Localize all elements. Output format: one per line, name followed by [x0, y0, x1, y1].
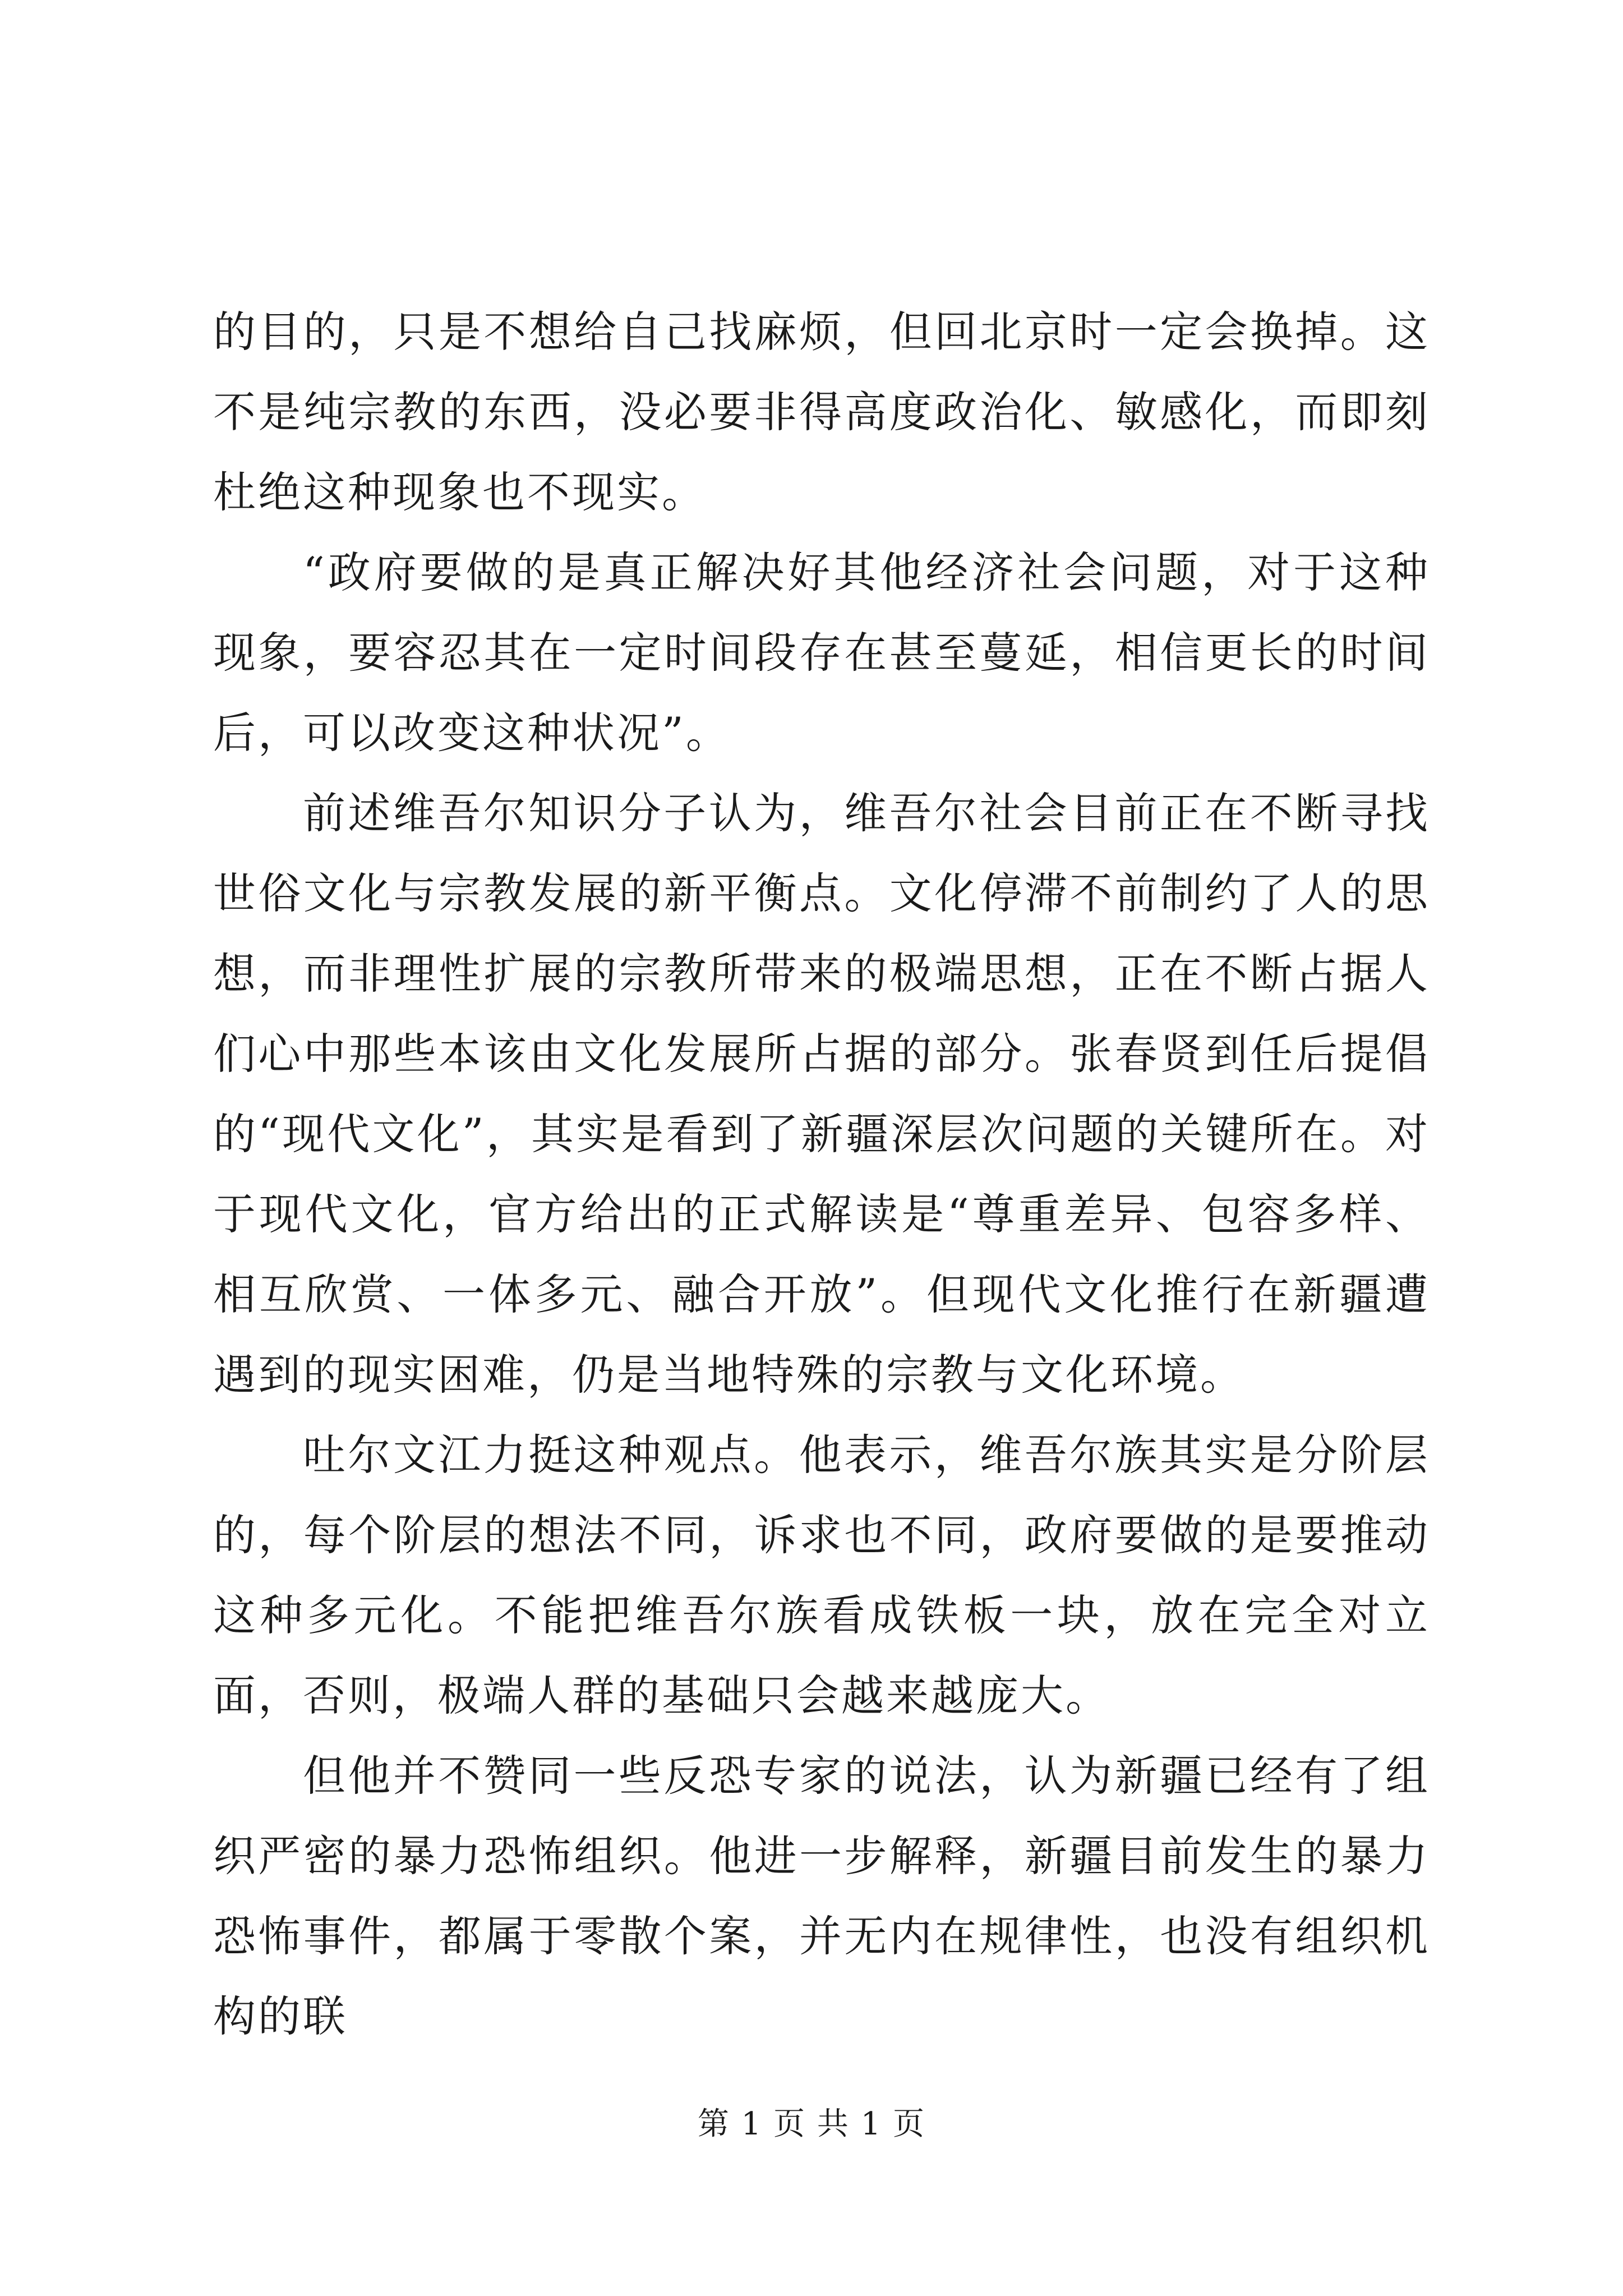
- paragraph-2: “政府要做的是真正解决好其他经济社会问题，对于这种现象，要容忍其在一定时间段存在甚至蔓延，相信更长的时间后，可以改变这种状况”。: [213, 547, 1430, 758]
- paragraph-4: 吐尔文江力挺这种观点。他表示，维吾尔族其实是分阶层的，每个阶层的想法不同，诉求也不同，政府要做的是要推动这种多元化。不能把维吾尔族看成铁板一块，放在完全对立面，否则，极端人群的基础只会越来越庞大。: [213, 1430, 1430, 1720]
- page-number-label: 第 1 页 共 1 页: [697, 2106, 926, 2142]
- paragraph-1: 的目的，只是不想给自己找麻烦，但回北京时一定会换掉。这不是纯宗教的东西，没必要非得高度政治化、敏感化，而即刻杜绝这种现象也不现实。: [213, 307, 1430, 517]
- document-body: [213, 292, 1430, 2056]
- paragraph-3: 前述维吾尔知识分子认为，维吾尔社会目前正在不断寻找世俗文化与宗教发展的新平衡点。文化停滞不前制约了人的思想，而非理性扩展的宗教所带来的极端思想，正在不断占据人们心中那些本该由文化发展所占据的部分。张春贤到任后提倡的“现代文化”，其实是看到了新疆深层次问题的关键所在。对于现代文化，官方给出的正式解读是“尊重差异、包容多样、相互欣赏、一体多元、融合开放”。但现代文化推行在新疆遭遇到的现实困难，仍是当地特殊的宗教与文化环境。: [213, 788, 1430, 1400]
- paragraph-5: 但他并不赞同一些反恐专家的说法，认为新疆已经有了组织严密的暴力恐怖组织。他进一步解释，新疆目前发生的暴力恐怖事件，都属于零散个案，并无内在规律性，也没有组织机构的联: [213, 1751, 1430, 2041]
- page-footer: [0, 2105, 1623, 2144]
